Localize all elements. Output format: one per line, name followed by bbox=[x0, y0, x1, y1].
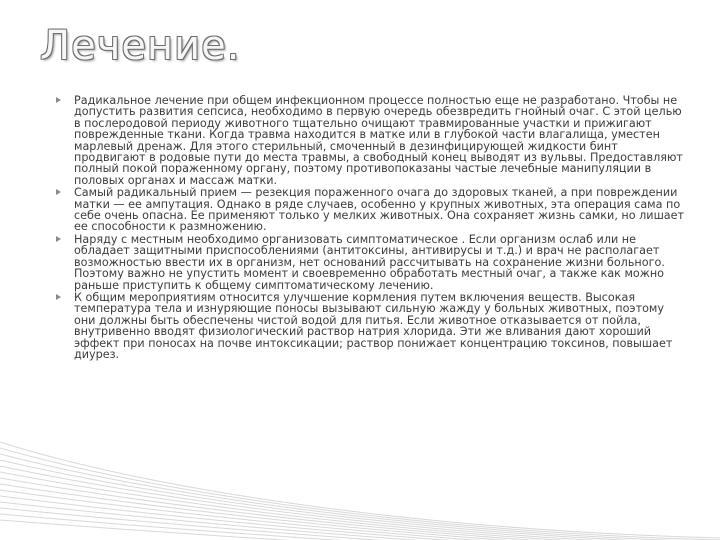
wave-line bbox=[0, 490, 720, 540]
decorative-wave-lines bbox=[0, 430, 720, 540]
bullet-arrow-icon bbox=[56, 236, 61, 242]
bullet-item bbox=[56, 292, 688, 360]
bullet-item bbox=[56, 187, 688, 233]
bullet-arrow-icon bbox=[56, 97, 61, 103]
wave-line bbox=[0, 454, 720, 540]
wave-line bbox=[0, 448, 720, 540]
slide-title: Лечение. bbox=[40, 23, 241, 69]
bullet-text: Радикальное лечение при общем инфекционном процессе полностью еще не разработано. Чтобы не допустить развития сепсиса, необходимо в первую очередь обезвредить гнойный очаг. С этой целью в послеродовой периоду животного тщательно очищают травмированные участки и прижигают поврежденные ткани. Когда травма находится в матке или в глубокой части влагалища, уместен марлевый дренаж. Для этого стерильный, смоченный в дезинфицирующей жидкости бинт продвигают в родовые пути до места травмы, а свободный конец выводят из вульвы. Предоставляют полный покой пораженному органу, поэтому противопоказаны частые лечебные манипуляции в половых органах и массаж матки. bbox=[74, 94, 683, 187]
bullet-arrow-icon bbox=[56, 189, 61, 195]
bullet-text: Наряду с местным необходимо организовать симптоматическое . Если организм ослаб или не обладает защитными приспособлениями (антитоксины, антивирусы и т.д.) и врач не располагает возможностью ввести их в организм, нет оснований рассчитывать на сохранение жизни больного. Поэтому важно не упустить момент и своевременно обработать местный очаг, а также как можно раньше приступить к общему симптоматическому лечению. bbox=[74, 232, 665, 292]
bullet-item bbox=[56, 234, 688, 291]
bullet-list bbox=[56, 95, 688, 361]
bullet-text: К общим мероприятиям относится улучшение кормления путем включения веществ. Высокая температура тела и изнуряющие поносы вызывают сильную жажду у больных животных, поэтому они должны быть обеспечены чистой водой для питья. Если животное отказывается от пойла, внутривенно вводят физиологический раствор натрия хлорида. Эти же вливания дают хороший эффект при поносах на почве интоксикации; раствор понижает концентрацию токсинов, повышает диурез. bbox=[74, 290, 673, 361]
bullet-item bbox=[56, 95, 688, 186]
bullet-arrow-icon bbox=[56, 294, 61, 300]
wave-line bbox=[0, 466, 720, 540]
bullet-text: Самый радикальный прием — резекция пораженного очага до здоровых тканей, а при повреждении матки — ее ампутация. Однако в ряде случаев, особенно у крупных животных, эта операция сама по себе очень опасна. Ее применяют только у мелких животных. Она сохраняет жизнь самки, но лишает ее способности к размножению. bbox=[74, 186, 685, 234]
